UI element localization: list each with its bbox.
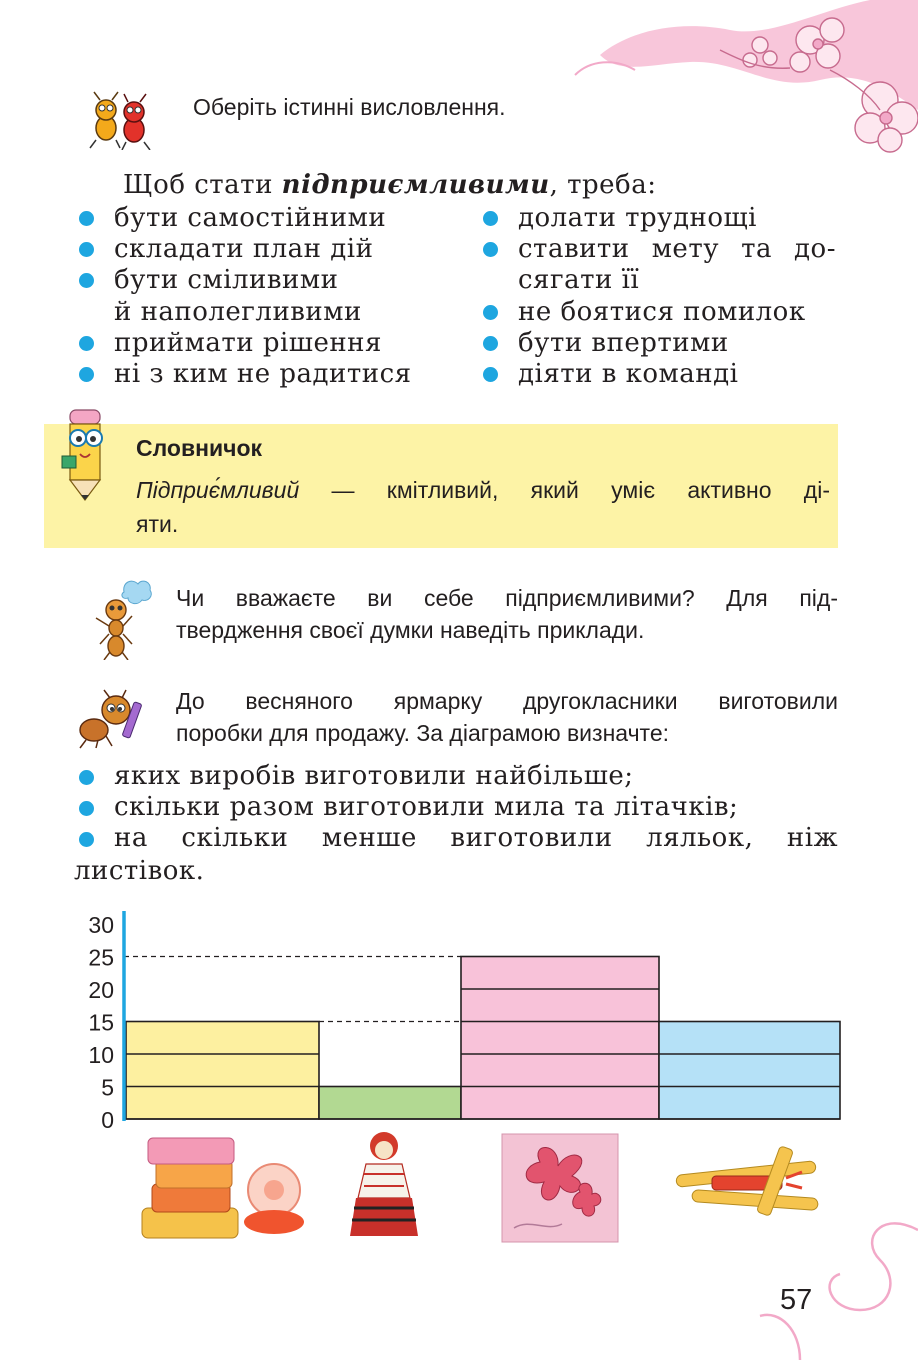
- doll-pictogram: [344, 1128, 424, 1246]
- bullet-dot: [79, 832, 94, 847]
- vocabulary-term: Підприє́мливий: [136, 477, 300, 503]
- question-item: на скільки менше виготовили ляльок, ніж: [114, 823, 838, 853]
- bullet-dot: [79, 770, 94, 785]
- bullet-dot: [79, 273, 94, 288]
- question-item: скільки разом виготовили мила та літачків;: [114, 792, 739, 822]
- y-tick-label: 10: [88, 1042, 114, 1068]
- vocabulary-definition: Підприє́мливий — кмітливий, який уміє активно ді- яти.: [136, 477, 830, 537]
- bullet-dot: [483, 367, 498, 382]
- task2-text: Чи вважаєте ви себе підприємливими? Для під- твердження своєї думки наведіть приклади.: [176, 585, 838, 643]
- question-item-continuation: листівок.: [74, 856, 205, 886]
- bar: [461, 957, 659, 1120]
- bullet-dot: [483, 336, 498, 351]
- y-tick-label: 25: [88, 944, 114, 971]
- y-tick-label: 15: [88, 1009, 114, 1036]
- list-item: бути сміливими: [114, 265, 339, 295]
- list-item: приймати рішення: [114, 328, 382, 358]
- bullet-dot: [79, 211, 94, 226]
- bullet-dot: [79, 801, 94, 816]
- list-item: не боятися помилок: [518, 297, 806, 327]
- pencil-mascot-icon: [58, 404, 120, 504]
- card-pictogram: [500, 1132, 620, 1244]
- y-tick-label: 20: [88, 977, 114, 1003]
- list-item-continuation: сягати її: [518, 265, 640, 295]
- list-item: діяти в команді: [518, 359, 739, 389]
- bar-chart: [60, 905, 860, 1135]
- bullet-dot: [79, 367, 94, 382]
- bullet-dot: [483, 305, 498, 320]
- flower-decoration-icon: [570, 0, 918, 170]
- question-item: яких виробів виготовили найбільше;: [114, 761, 634, 791]
- list-item: бути впертими: [518, 328, 729, 358]
- bullet-dot: [79, 336, 94, 351]
- ant-with-pencil-icon: [76, 688, 146, 750]
- list-item: ні з ким не радитися: [114, 359, 412, 389]
- ant-thinking-icon: [88, 578, 154, 660]
- enterprising-intro: Щоб стати підприємливими, треба:: [123, 170, 657, 200]
- bullet-dot: [79, 242, 94, 257]
- list-item: складати план дій: [114, 234, 374, 264]
- task3-text: До весняного ярмарку другокласники виготовили поробки для продажу. За діаграмою визначте:: [176, 688, 838, 746]
- y-tick-label: 0: [101, 1107, 114, 1133]
- list-item: долати труднощі: [518, 203, 757, 233]
- task-instruction-true-statements: Оберіть істинні висловлення.: [193, 94, 506, 120]
- enterprising-term: підприємливими: [281, 170, 550, 200]
- bullet-dot: [483, 211, 498, 226]
- bullet-dot: [483, 242, 498, 257]
- page-number: 57: [780, 1284, 813, 1316]
- bar: [126, 1022, 319, 1120]
- list-item-continuation: й наполегливими: [114, 297, 362, 327]
- bar: [659, 1022, 840, 1120]
- bar: [319, 1087, 461, 1120]
- y-tick-label: 5: [101, 1074, 114, 1101]
- vocabulary-title: Словничок: [136, 435, 263, 461]
- swirl-decoration-icon: [740, 1210, 918, 1360]
- soap-pictogram: [138, 1132, 308, 1242]
- ants-icon: [82, 90, 158, 150]
- y-tick-label: 30: [88, 912, 114, 938]
- list-item: ставити мету та до-: [518, 234, 836, 264]
- list-item: бути самостійними: [114, 203, 387, 233]
